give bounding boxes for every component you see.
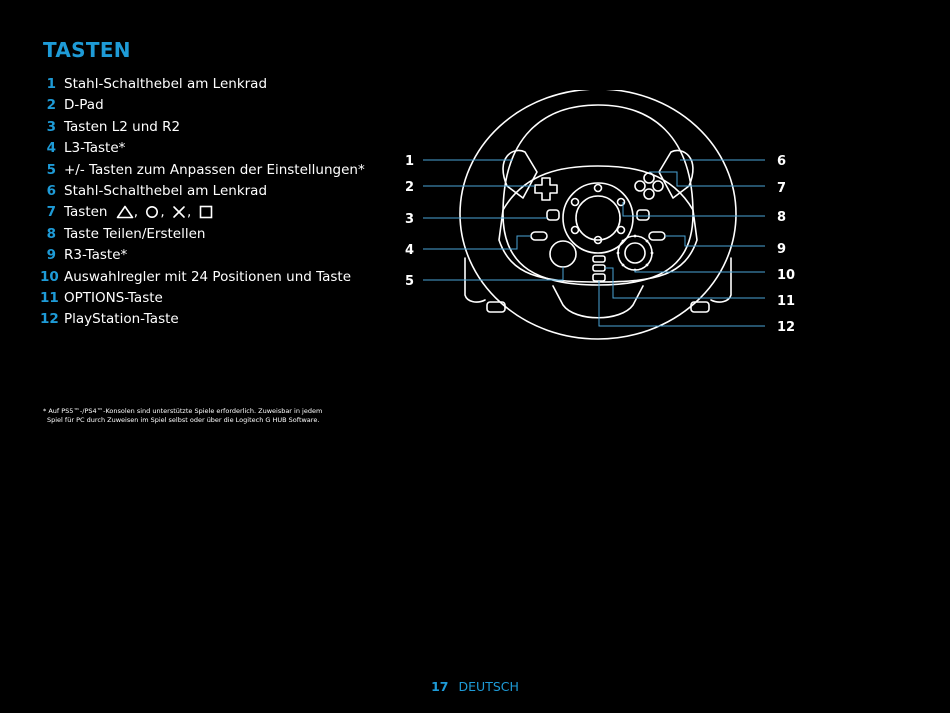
callout-12: 12 [777,320,796,335]
leader-line-10 [635,270,765,272]
callout-7: 7 [777,181,787,196]
circle-icon [144,205,160,219]
item-label: OPTIONS-Taste [64,289,163,306]
callout-6: 6 [777,154,787,169]
dpad-icon [535,178,557,200]
separator: , [186,204,192,221]
plus-minus-rocker [550,241,576,267]
r3-button [649,232,665,240]
leader-line-4 [423,236,531,249]
item-label: Stahl-Schalthebel am Lenkrad [64,182,268,199]
callout-4: 4 [405,243,415,258]
item-label: R3-Taste* [64,247,128,264]
item-label: Taste Teilen/Erstellen [64,225,206,242]
item-label: Tasten L2 und R2 [64,118,181,135]
face-button-square [635,181,645,191]
separator: , [133,204,139,221]
list-item [40,202,365,223]
list-item [40,245,365,266]
l3-button [531,232,547,240]
face-button-triangle [644,173,654,183]
list-item [40,138,365,159]
list-item [40,160,365,181]
item-label: PlayStation-Taste [64,311,179,328]
item-number: 2 [46,97,56,114]
options-button [593,265,605,271]
face-button-circle [653,181,663,191]
list-item [40,224,365,245]
item-number: 9 [46,247,56,264]
face-button-cross [644,189,654,199]
callout-1: 1 [405,154,415,169]
triangle-icon [116,205,134,219]
language-label: DEUTSCH [458,679,519,694]
square-icon [198,205,214,219]
list-item [40,309,365,330]
page-title: TASTEN [43,38,131,62]
list-item [40,181,365,202]
page-footer [0,679,950,694]
playstation-button [593,274,605,281]
callout-3: 3 [405,212,415,227]
item-number: 7 [46,204,56,221]
left-paddle [503,150,537,198]
button-list [40,74,365,331]
item-number: 5 [46,161,56,178]
list-item [40,288,365,309]
l2-button [547,210,559,220]
item-number: 4 [46,140,56,157]
callout-10: 10 [777,268,796,283]
leader-line-12 [599,281,765,326]
item-label: Auswahlregler mit 24 Positionen und Taste [64,268,352,285]
item-number: 10 [40,268,59,285]
cross-icon [171,205,187,219]
callout-5: 5 [405,274,415,289]
list-item [40,267,365,288]
steering-wheel-diagram [395,90,805,350]
item-label: L3-Taste* [64,140,126,157]
footnote [43,407,322,425]
wheel-rim-inner [503,105,693,285]
item-number: 12 [40,311,59,328]
item-number: 6 [46,182,56,199]
item-label: Stahl-Schalthebel am Lenkrad [64,76,268,92]
page-number: 17 [431,679,449,694]
footnote-line: Spiel für PC durch Zuweisen im Spiel selbst oder über die Logitech G HUB Software. [47,416,320,424]
leader-line-7 [649,172,765,186]
callout-11: 11 [777,294,796,309]
item-label: +/- Tasten zum Anpassen der Einstellungen* [64,161,365,178]
item-number: 8 [46,225,56,242]
list-item [40,95,365,116]
leader-line-9 [665,236,765,246]
wheel-base-right [711,258,731,302]
footnote-line: * Auf PS5™-/PS4™-Konsolen sind unterstützte Spiele erforderlich. Zuweisbar in jedem [43,407,323,415]
item-label: D-Pad [64,97,104,114]
callout-2: 2 [405,180,415,195]
callout-9: 9 [777,242,787,257]
share-button [593,256,605,262]
right-paddle [659,150,693,198]
r2-button [637,210,649,220]
item-number: 11 [40,289,59,306]
item-number: 3 [46,118,56,135]
list-item [40,117,365,138]
callout-8: 8 [777,210,787,225]
item-number: 1 [46,76,56,92]
wheel-lower-spoke [553,286,643,318]
item-label: Tasten [64,204,108,221]
list-item [40,74,365,95]
separator: , [160,204,165,221]
